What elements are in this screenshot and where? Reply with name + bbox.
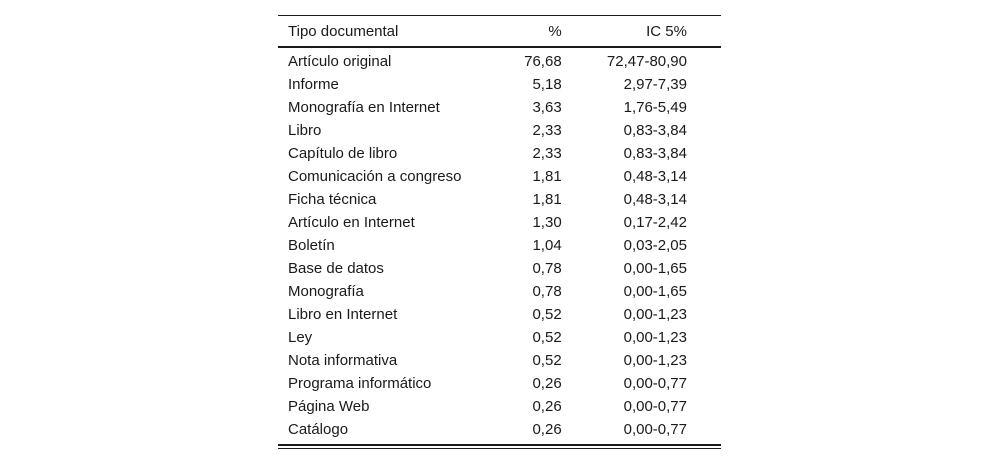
cell-percent: 0,52 [532, 352, 562, 369]
table-body [278, 47, 721, 441]
header-ic: IC 5% [646, 22, 687, 40]
cell-percent: 1,04 [532, 237, 562, 254]
table-row [278, 119, 721, 142]
cell-tipo-documental: Ley [288, 329, 313, 346]
cell-tipo-documental: Programa informático [288, 375, 432, 392]
table-row [278, 395, 721, 418]
cell-tipo-documental: Boletín [288, 237, 335, 254]
cell-tipo-documental: Base de datos [288, 260, 384, 277]
cell-ic: 0,03-2,05 [623, 237, 687, 254]
table-row [278, 47, 721, 73]
cell-percent: 3,63 [532, 99, 562, 116]
cell-ic: 0,83-3,84 [623, 122, 687, 139]
cell-percent: 1,30 [532, 214, 562, 231]
cell-ic: 0,83-3,84 [623, 145, 687, 162]
cell-percent: 2,33 [532, 122, 562, 139]
cell-percent: 0,26 [532, 421, 562, 438]
cell-percent: 76,68 [524, 53, 562, 70]
table-row [278, 326, 721, 349]
header-tipo-documental: Tipo documental [288, 22, 399, 40]
table-row [278, 349, 721, 372]
cell-ic: 0,00-0,77 [623, 398, 687, 415]
table-row [278, 234, 721, 257]
table-row [278, 280, 721, 303]
table-row [278, 142, 721, 165]
table-row [278, 211, 721, 234]
cell-percent: 0,26 [532, 398, 562, 415]
cell-ic: 1,76-5,49 [623, 99, 687, 116]
cell-tipo-documental: Libro en Internet [288, 306, 398, 323]
cell-percent: 0,78 [532, 283, 562, 300]
cell-ic: 0,48-3,14 [623, 191, 687, 208]
cell-percent: 1,81 [532, 168, 562, 185]
cell-tipo-documental: Página Web [288, 398, 370, 415]
cell-percent: 0,78 [532, 260, 562, 277]
table-row [278, 418, 721, 441]
cell-tipo-documental: Libro [288, 122, 322, 139]
cell-tipo-documental: Capítulo de libro [288, 145, 398, 162]
cell-percent: 2,33 [532, 145, 562, 162]
cell-tipo-documental: Nota informativa [288, 352, 398, 369]
cell-ic: 0,00-0,77 [623, 375, 687, 392]
cell-tipo-documental: Monografía [288, 283, 364, 300]
cell-ic: 0,00-0,77 [623, 421, 687, 438]
cell-ic: 0,00-1,23 [623, 352, 687, 369]
cell-ic: 0,00-1,23 [623, 306, 687, 323]
cell-ic: 0,17-2,42 [623, 214, 687, 231]
table-row [278, 257, 721, 280]
cell-tipo-documental: Monografía en Internet [288, 99, 440, 116]
cell-tipo-documental: Informe [288, 76, 339, 93]
cell-tipo-documental: Catálogo [288, 421, 349, 438]
cell-ic: 0,48-3,14 [623, 168, 687, 185]
table-row [278, 96, 721, 119]
cell-tipo-documental: Ficha técnica [288, 191, 377, 208]
header-percent: % [548, 22, 562, 40]
cell-percent: 5,18 [532, 76, 562, 93]
cell-percent: 0,52 [532, 306, 562, 323]
cell-tipo-documental: Comunicación a congreso [288, 168, 462, 185]
table-row [278, 73, 721, 96]
document-type-table [278, 15, 721, 441]
cell-percent: 0,52 [532, 329, 562, 346]
cell-tipo-documental: Artículo original [288, 53, 392, 70]
cell-ic: 2,97-7,39 [623, 76, 687, 93]
table-row [278, 372, 721, 395]
header-row [278, 16, 721, 48]
table-header [278, 16, 721, 48]
cell-ic: 72,47-80,90 [606, 53, 687, 70]
cell-percent: 1,81 [532, 191, 562, 208]
table-row [278, 188, 721, 211]
cell-percent: 0,26 [532, 375, 562, 392]
table-bottom-rule [278, 444, 721, 449]
cell-ic: 0,00-1,23 [623, 329, 687, 346]
table-row [278, 303, 721, 326]
table-row [278, 165, 721, 188]
cell-tipo-documental: Artículo en Internet [288, 214, 415, 231]
document-type-table-container [278, 15, 721, 449]
cell-ic: 0,00-1,65 [623, 260, 687, 277]
cell-ic: 0,00-1,65 [623, 283, 687, 300]
